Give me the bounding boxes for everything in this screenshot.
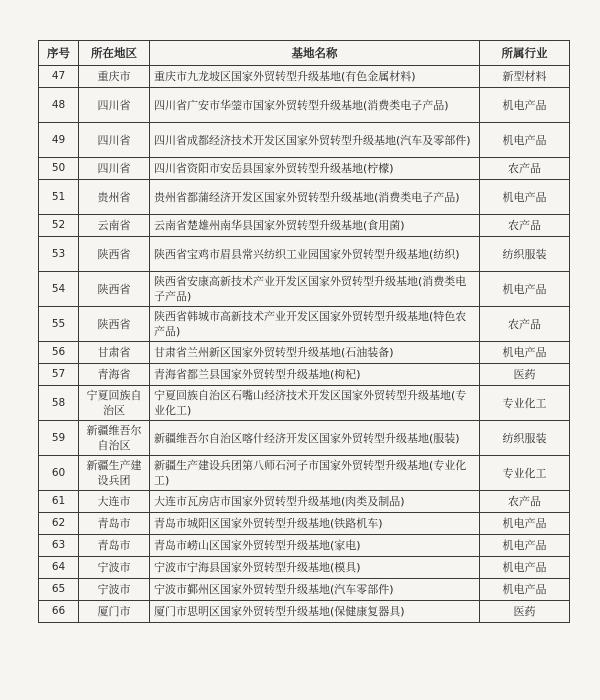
table-row: [39, 123, 570, 158]
header-industry: 所属行业: [480, 41, 570, 66]
cell-name: 厦门市思明区国家外贸转型升级基地(保健康复器具): [150, 601, 480, 623]
cell-name: 新疆生产建设兵团第八师石河子市国家外贸转型升级基地(专业化工): [150, 456, 480, 491]
cell-region: 陕西省: [79, 272, 150, 307]
cell-region: 宁夏回族自治区: [79, 386, 150, 421]
cell-region: 甘肃省: [79, 342, 150, 364]
cell-no: 51: [39, 180, 79, 215]
cell-no: 54: [39, 272, 79, 307]
table-row: [39, 386, 570, 421]
cell-industry: 机电产品: [480, 272, 570, 307]
cell-industry: 农产品: [480, 307, 570, 342]
cell-no: 49: [39, 123, 79, 158]
cell-name: 四川省成都经济技术开发区国家外贸转型升级基地(汽车及零部件): [150, 123, 480, 158]
cell-no: 48: [39, 88, 79, 123]
cell-industry: 专业化工: [480, 386, 570, 421]
table-row: [39, 158, 570, 180]
cell-industry: 机电产品: [480, 88, 570, 123]
cell-no: 58: [39, 386, 79, 421]
header-no: 序号: [39, 41, 79, 66]
table-row: [39, 307, 570, 342]
cell-no: 65: [39, 579, 79, 601]
table-row: [39, 513, 570, 535]
cell-no: 53: [39, 237, 79, 272]
cell-region: 云南省: [79, 215, 150, 237]
cell-name: 重庆市九龙坡区国家外贸转型升级基地(有色金属材料): [150, 66, 480, 88]
cell-industry: 机电产品: [480, 342, 570, 364]
cell-no: 57: [39, 364, 79, 386]
cell-region: 贵州省: [79, 180, 150, 215]
cell-name: 大连市瓦房店市国家外贸转型升级基地(肉类及制品): [150, 491, 480, 513]
cell-no: 62: [39, 513, 79, 535]
cell-region: 四川省: [79, 123, 150, 158]
table-row: [39, 272, 570, 307]
cell-name: 四川省资阳市安岳县国家外贸转型升级基地(柠檬): [150, 158, 480, 180]
cell-industry: 医药: [480, 601, 570, 623]
table-row: [39, 601, 570, 623]
table-row: [39, 421, 570, 456]
cell-industry: 农产品: [480, 215, 570, 237]
cell-name: 陕西省韩城市高新技术产业开发区国家外贸转型升级基地(特色农产品): [150, 307, 480, 342]
cell-name: 宁波市鄞州区国家外贸转型升级基地(汽车零部件): [150, 579, 480, 601]
cell-name: 贵州省都蒲经济开发区国家外贸转型升级基地(消费类电子产品): [150, 180, 480, 215]
cell-name: 宁波市宁海县国家外贸转型升级基地(模具): [150, 557, 480, 579]
cell-industry: 纺织服装: [480, 421, 570, 456]
table-row: [39, 180, 570, 215]
cell-industry: 农产品: [480, 158, 570, 180]
cell-name: 陕西省安康高新技术产业开发区国家外贸转型升级基地(消费类电子产品): [150, 272, 480, 307]
table-row: [39, 456, 570, 491]
cell-industry: 机电产品: [480, 180, 570, 215]
cell-no: 55: [39, 307, 79, 342]
table-row: [39, 491, 570, 513]
table-header-row: [39, 41, 570, 66]
cell-no: 60: [39, 456, 79, 491]
table-row: [39, 237, 570, 272]
cell-region: 宁波市: [79, 579, 150, 601]
cell-region: 四川省: [79, 158, 150, 180]
cell-no: 63: [39, 535, 79, 557]
cell-region: 青岛市: [79, 513, 150, 535]
cell-region: 宁波市: [79, 557, 150, 579]
header-name: 基地名称: [150, 41, 480, 66]
cell-name: 甘肃省兰州新区国家外贸转型升级基地(石油装备): [150, 342, 480, 364]
cell-no: 59: [39, 421, 79, 456]
cell-industry: 机电产品: [480, 579, 570, 601]
cell-no: 56: [39, 342, 79, 364]
cell-industry: 农产品: [480, 491, 570, 513]
cell-industry: 新型材料: [480, 66, 570, 88]
table-row: [39, 342, 570, 364]
cell-name: 四川省广安市华蓥市国家外贸转型升级基地(消费类电子产品): [150, 88, 480, 123]
header-region: 所在地区: [79, 41, 150, 66]
cell-no: 52: [39, 215, 79, 237]
cell-industry: 机电产品: [480, 123, 570, 158]
table-row: [39, 557, 570, 579]
cell-industry: 机电产品: [480, 513, 570, 535]
cell-name: 宁夏回族自治区石嘴山经济技术开发区国家外贸转型升级基地(专业化工): [150, 386, 480, 421]
cell-region: 陕西省: [79, 307, 150, 342]
table-row: [39, 579, 570, 601]
cell-region: 陕西省: [79, 237, 150, 272]
cell-region: 青海省: [79, 364, 150, 386]
cell-no: 61: [39, 491, 79, 513]
cell-name: 青海省都兰县国家外贸转型升级基地(枸杞): [150, 364, 480, 386]
cell-no: 50: [39, 158, 79, 180]
table-row: [39, 66, 570, 88]
cell-industry: 专业化工: [480, 456, 570, 491]
cell-name: 陕西省宝鸡市眉县常兴纺织工业园国家外贸转型升级基地(纺织): [150, 237, 480, 272]
cell-region: 四川省: [79, 88, 150, 123]
table-row: [39, 535, 570, 557]
cell-name: 青岛市城阳区国家外贸转型升级基地(铁路机车): [150, 513, 480, 535]
cell-region: 厦门市: [79, 601, 150, 623]
cell-region: 新疆生产建设兵团: [79, 456, 150, 491]
table-row: [39, 215, 570, 237]
cell-no: 47: [39, 66, 79, 88]
table-row: [39, 88, 570, 123]
cell-no: 64: [39, 557, 79, 579]
cell-industry: 医药: [480, 364, 570, 386]
cell-industry: 纺织服装: [480, 237, 570, 272]
cell-no: 66: [39, 601, 79, 623]
cell-name: 新疆维吾尔自治区喀什经济开发区国家外贸转型升级基地(服装): [150, 421, 480, 456]
cell-industry: 机电产品: [480, 535, 570, 557]
cell-region: 大连市: [79, 491, 150, 513]
cell-region: 青岛市: [79, 535, 150, 557]
cell-region: 新疆维吾尔自治区: [79, 421, 150, 456]
base-list-table: [38, 40, 570, 623]
cell-region: 重庆市: [79, 66, 150, 88]
cell-name: 青岛市崂山区国家外贸转型升级基地(家电): [150, 535, 480, 557]
table-row: [39, 364, 570, 386]
cell-name: 云南省楚雄州南华县国家外贸转型升级基地(食用菌): [150, 215, 480, 237]
cell-industry: 机电产品: [480, 557, 570, 579]
